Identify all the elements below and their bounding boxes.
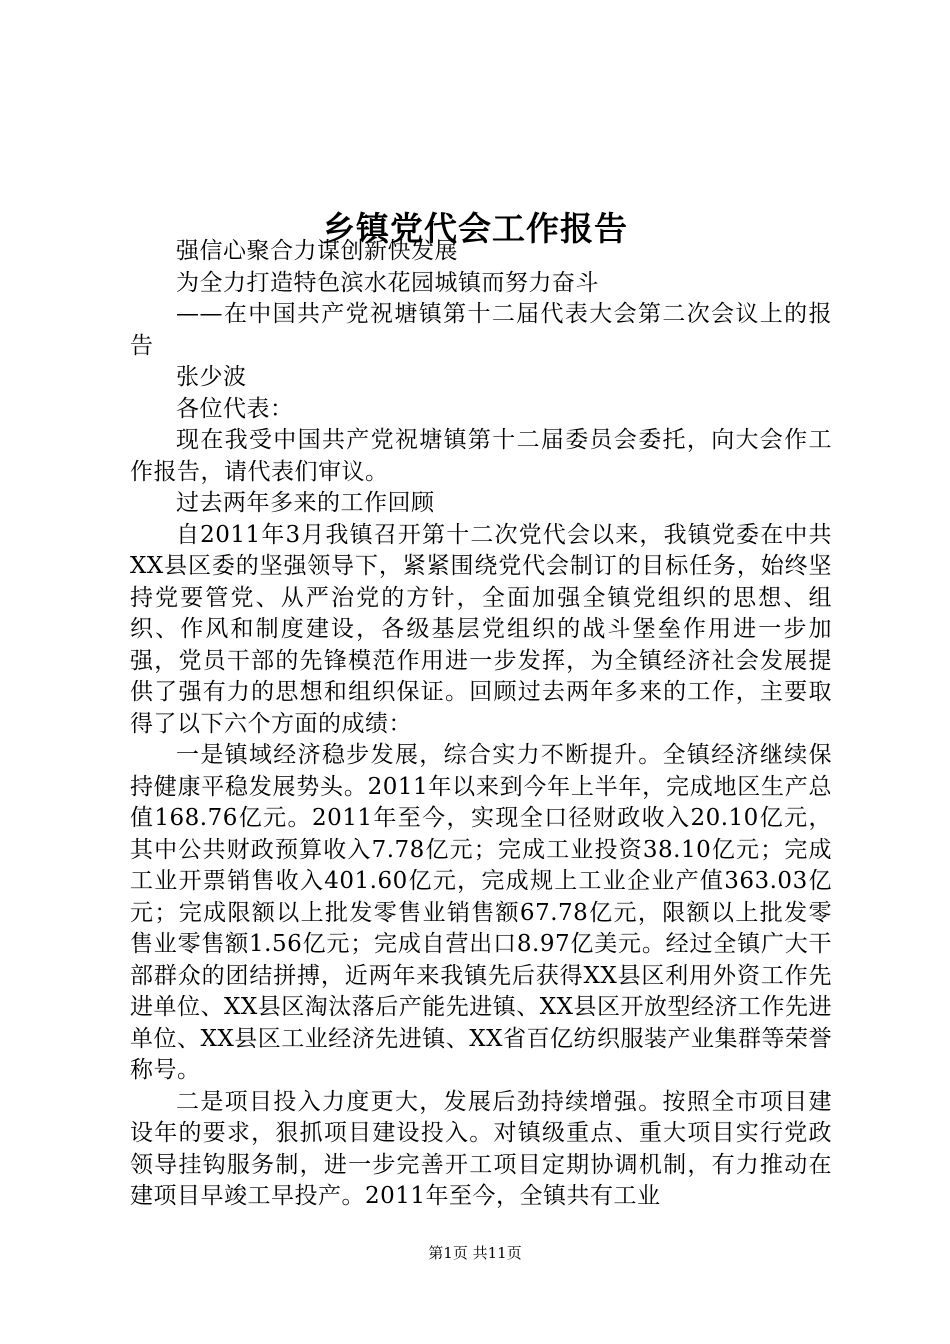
intro-paragraph: 现在我受中国共产党祝塘镇第十二届委员会委托，向大会作工作报告，请代表们审议。 — [130, 427, 832, 485]
document-title: 乡镇党代会工作报告 — [322, 209, 628, 249]
salutation: 各位代表： — [176, 395, 294, 422]
document-body — [130, 236, 832, 1213]
body-paragraph: 自2011年3月我镇召开第十二次党代会以来，我镇党委在中共XX县区委的坚强领导下，紧紧围绕党代会制订的目标任务，始终坚持党要管党、从严治党的方针，全面加强全镇党组织的思想、组织、作风和制度建设，各级基层党组织的战斗堡垒作用进一步加强，党员干部的先锋模范作用进一步发挥，为全镇经济社会发展提供了强有力的思想和组织保证。回顾过去两年多来的工作，主要取得了以下六个方面的成绩： — [130, 521, 832, 737]
section-heading: 过去两年多来的工作回顾 — [176, 490, 435, 516]
page-number-footer: 第1页 共11页 — [428, 1244, 522, 1262]
report-slogan-line-2: 为全力打造特色滨水花园城镇而努力奋斗 — [176, 269, 599, 296]
report-slogan-line-1: 强信心聚合力谋创新快发展 — [176, 238, 458, 264]
report-subtitle: ——在中国共产党祝塘镇第十二届代表大会第二次会议上的报告 — [130, 301, 832, 359]
body-paragraph: 一是镇域经济稳步发展，综合实力不断提升。全镇经济继续保持健康平稳发展势头。2011年以来到今年上半年，完成地区生产总值168.76亿元。2011年至今，实现全口径财政收入20.10亿元，其中公共财政预算收入7.78亿元；完成工业投资38.10亿元；完成工业开票销售收入401.60亿元，完成规上工业企业产值363.03亿元；完成限额以上批发零售业销售额67.78亿元，限额以上批发零售业零售额1.56亿元；完成自营出口8.97亿美元。经过全镇广大干部群众的团结拼搏，近两年来我镇先后获得XX县区利用外资工作先进单位、XX县区淘汰落后产能先进镇、XX县区开放型经济工作先进单位、XX县区工业经济先进镇、XX省百亿纺织服装产业集群等荣誉称号。 — [130, 742, 832, 1083]
report-author: 张少波 — [176, 364, 247, 390]
body-paragraph: 二是项目投入力度更大，发展后劲持续增强。按照全市项目建设年的要求，狠抓项目建设投入。对镇级重点、重大项目实行党政领导挂钩服务制，进一步完善开工项目定期协调机制，有力推动在建项目早竣工早投产。2011年至今，全镇共有工业 — [130, 1088, 832, 1209]
